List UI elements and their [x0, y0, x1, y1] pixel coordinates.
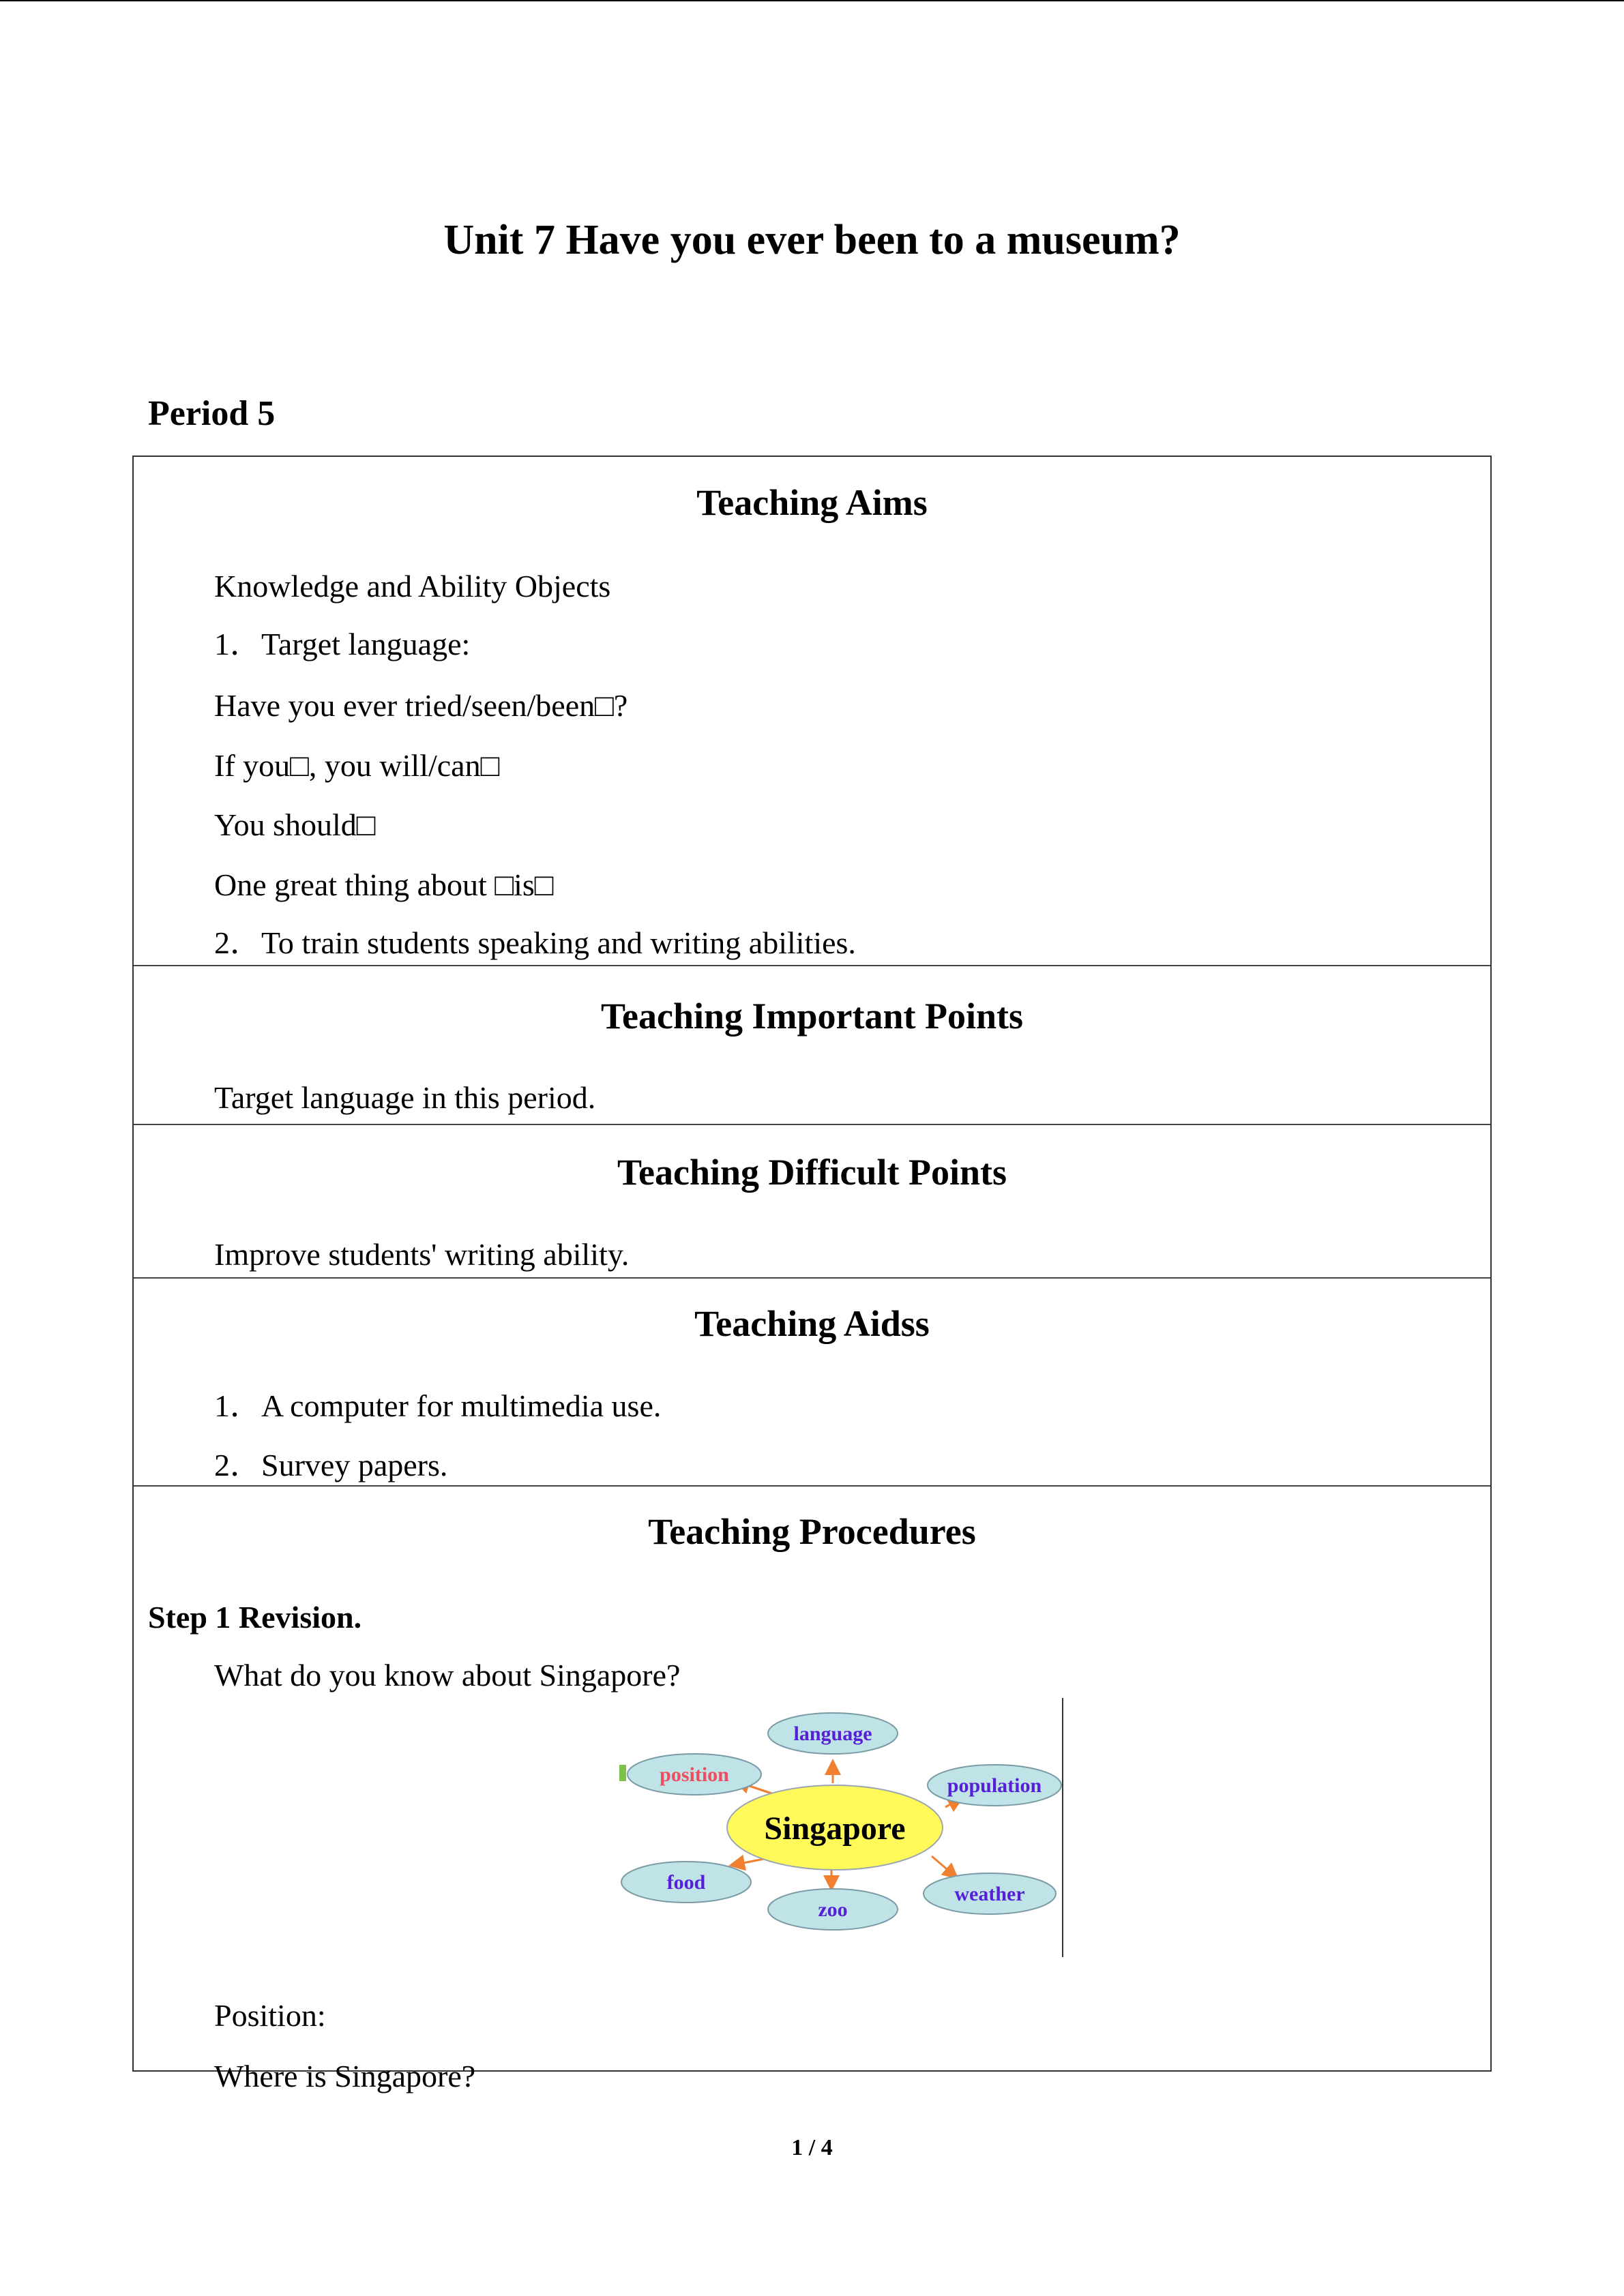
aims-line-4: If you□, you will/can□: [214, 748, 500, 783]
document-title: Unit 7 Have you ever been to a museum?: [443, 217, 1181, 263]
node-zoo-label: zoo: [818, 1898, 848, 1921]
aims-line-5: You should□: [214, 807, 376, 842]
procedures-question: What do you know about Singapore?: [214, 1658, 681, 1693]
node-food-label: food: [666, 1871, 706, 1894]
row-divider: [134, 1124, 1490, 1125]
procedures-line-where: Where is Singapore?: [214, 2059, 476, 2093]
aims-line-6: One great thing about □is□: [214, 867, 554, 902]
node-singapore-label: Singapore: [764, 1810, 906, 1847]
section-heading-difficult: Teaching Difficult Points: [617, 1152, 1007, 1193]
difficult-line-1: Improve students' writing ability.: [214, 1237, 630, 1272]
section-heading-procedures: Teaching Procedures: [648, 1511, 976, 1552]
node-population-label: population: [947, 1774, 1042, 1797]
important-line-1: Target language in this period.: [214, 1080, 596, 1115]
aims-line-7: 2．To train students speaking and writing abilities.: [214, 925, 856, 960]
node-zoo: [768, 1889, 898, 1930]
node-population: [928, 1765, 1061, 1806]
page-number: 1 / 4: [791, 2135, 833, 2160]
node-language-label: language: [793, 1723, 872, 1745]
node-language: [768, 1713, 898, 1754]
node-position: [628, 1754, 761, 1795]
top-border: [0, 0, 1624, 1]
singapore-mindmap: [618, 1698, 1068, 1957]
procedures-line-position: Position:: [214, 1998, 326, 2033]
aids-line-1: 1．A computer for multimedia use.: [214, 1388, 662, 1423]
aids-line-2: 2．Survey papers.: [214, 1448, 448, 1482]
aims-line-1: Knowledge and Ability Objects: [214, 569, 611, 603]
node-weather: [924, 1873, 1056, 1914]
node-weather-label: weather: [954, 1883, 1025, 1905]
node-singapore: [727, 1785, 943, 1870]
row-divider: [134, 1277, 1490, 1279]
figure-marker: [619, 1765, 626, 1781]
row-divider: [134, 1485, 1490, 1487]
node-food: [621, 1862, 751, 1903]
period-label: Period 5: [148, 394, 276, 433]
row-divider: [134, 965, 1490, 966]
section-heading-aids: Teaching Aidss: [694, 1303, 930, 1344]
section-heading-important: Teaching Important Points: [600, 996, 1024, 1037]
step-1-title: Step 1 Revision.: [148, 1600, 362, 1635]
section-heading-aims: Teaching Aims: [696, 482, 928, 523]
node-position-label: position: [660, 1763, 729, 1786]
lesson-plan-table: [132, 456, 1492, 2093]
aims-line-2: 1．Target language:: [214, 627, 471, 661]
aims-line-3: Have you ever tried/seen/been□?: [214, 688, 628, 723]
